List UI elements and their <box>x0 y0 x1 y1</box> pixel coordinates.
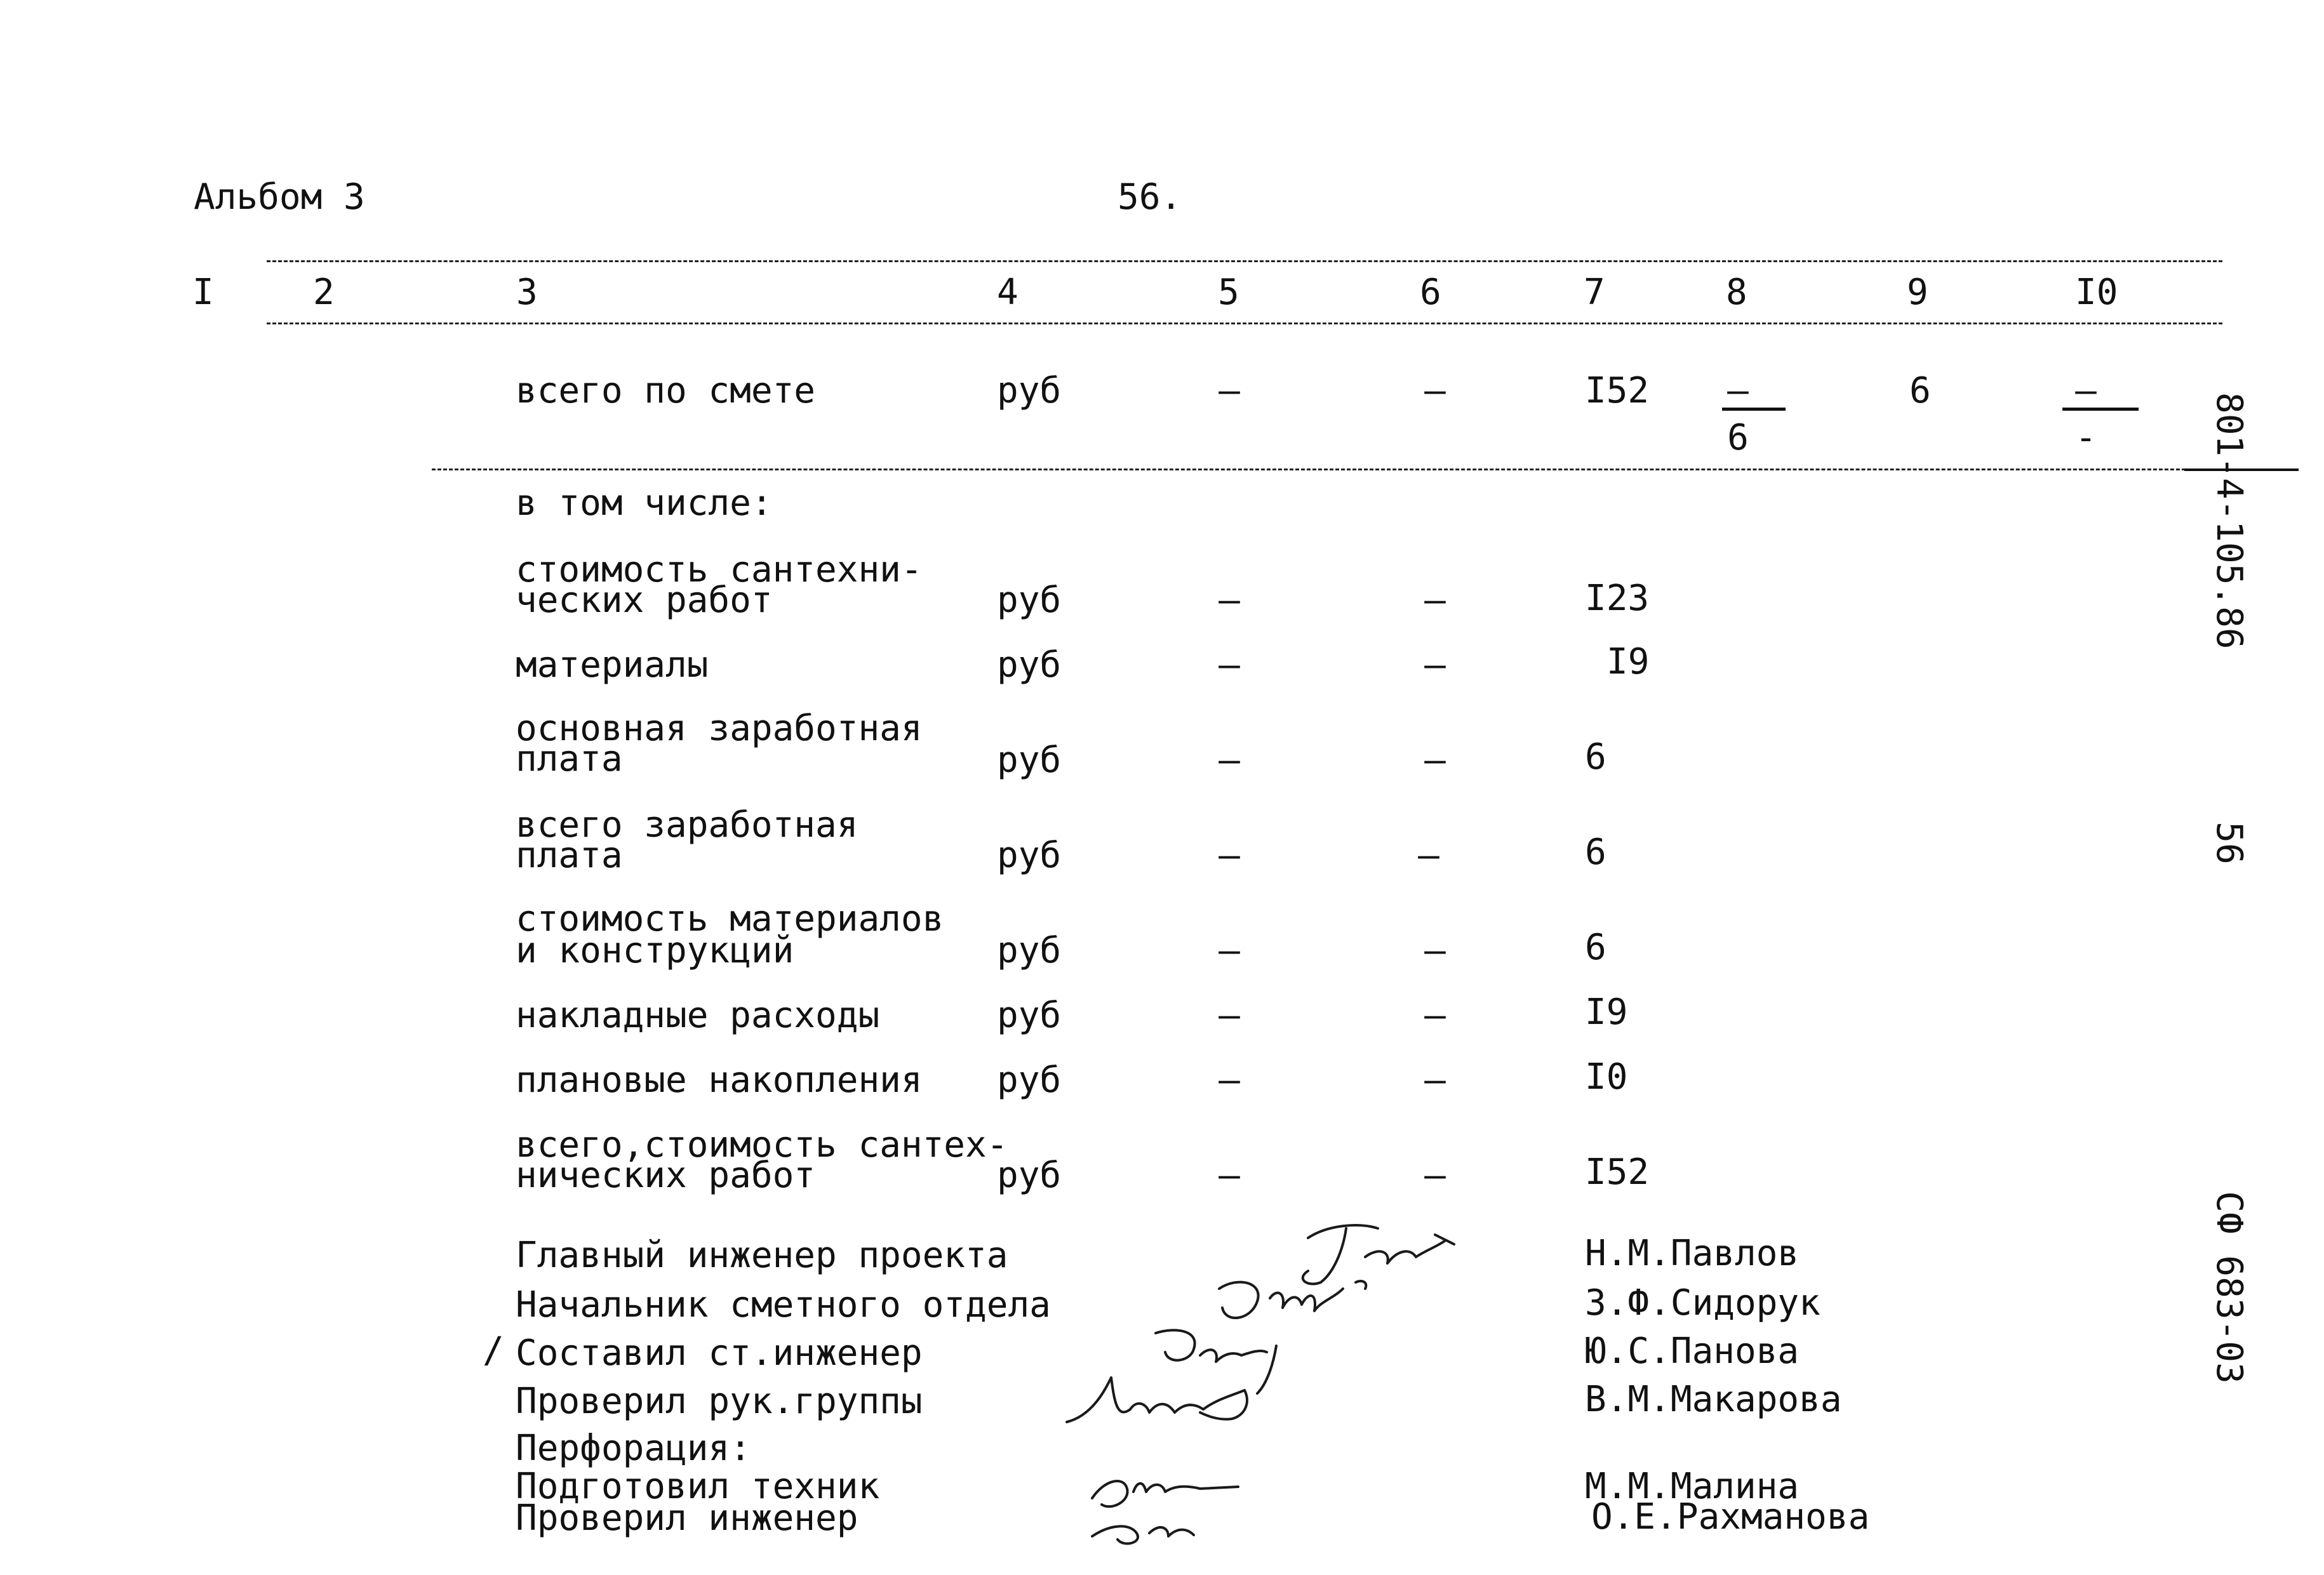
row-label-line: и конструкций <box>516 930 794 971</box>
unit-cell: руб <box>997 930 1062 971</box>
margin-rule <box>2184 469 2299 471</box>
column-header: I <box>192 272 214 313</box>
signatory-role: Проверил инженер <box>516 1498 858 1539</box>
document-code-bottom: СФ 683-03 <box>2208 1191 2250 1384</box>
row-label-line: материалы <box>516 644 709 686</box>
column-header: 7 <box>1584 272 1605 313</box>
fraction-top: – <box>1727 370 1749 411</box>
unit-cell: руб <box>997 370 1062 411</box>
dash-cell: – <box>1219 370 1240 411</box>
header-bottom-rule <box>267 322 2222 324</box>
column-header: 5 <box>1218 272 1239 313</box>
dash-cell: – <box>1424 740 1446 781</box>
fraction-top: – <box>2075 370 2097 411</box>
fraction-bar <box>2062 408 2139 411</box>
unit-cell: руб <box>997 644 1062 686</box>
row-label-line: нических работ <box>516 1155 816 1196</box>
dash-cell: – <box>1424 1060 1446 1101</box>
signatory-role: Проверил рук.группы <box>516 1381 923 1422</box>
signatory-role: Составил ст.инженер <box>516 1332 923 1374</box>
column-header: 4 <box>997 272 1018 313</box>
unit-cell: руб <box>997 1060 1062 1101</box>
column-header: 6 <box>1420 272 1441 313</box>
album-label: Альбом 3 <box>194 176 365 218</box>
fraction-bottom: - <box>2075 417 2097 458</box>
dash-cell: – <box>1219 580 1240 621</box>
value-cell: I52 <box>1585 370 1650 411</box>
signatory-name: О.Е.Рахманова <box>1591 1496 1870 1538</box>
total-label: всего по смете <box>516 370 816 411</box>
row-label-line: всего,стоимость сантех- <box>516 1124 1008 1166</box>
dash-cell: – <box>1219 644 1240 686</box>
dash-cell: – <box>1424 644 1446 686</box>
row-label-line: накладные расходы <box>516 995 880 1036</box>
signatory-name: В.М.Макарова <box>1585 1379 1842 1420</box>
dash-cell: – <box>1219 835 1240 876</box>
row-label-line: основная заработная <box>516 708 923 749</box>
dash-cell: – <box>1424 370 1446 411</box>
value-cell: I9 <box>1585 992 1628 1033</box>
unit-cell: руб <box>997 580 1062 621</box>
row-label-line: ческих работ <box>516 580 773 621</box>
unit-cell: руб <box>997 1155 1062 1196</box>
row-label-line: стоимость сантехни- <box>516 549 923 590</box>
row-label-line: всего заработная <box>516 804 858 846</box>
dash-cell: – <box>1418 835 1439 876</box>
margin-page-number: 56 <box>2208 821 2250 865</box>
including-label: в том числе: <box>516 482 773 524</box>
dash-cell: – <box>1219 930 1240 971</box>
dash-cell: – <box>1219 740 1240 781</box>
total-rule <box>432 469 2254 470</box>
value-cell: I9 <box>1606 641 1650 682</box>
dash-cell: – <box>1219 1155 1240 1196</box>
value-cell: I0 <box>1585 1056 1628 1098</box>
value-cell: 6 <box>1585 927 1606 968</box>
signatory-name: З.Ф.Сидорук <box>1585 1282 1820 1324</box>
column-header: 8 <box>1726 272 1747 313</box>
value-cell: 6 <box>1585 736 1606 778</box>
header-top-rule <box>267 260 2222 262</box>
dash-cell: – <box>1424 930 1446 971</box>
dash-cell: – <box>1424 580 1446 621</box>
document-code-top: 801-4-105.86 <box>2208 392 2250 649</box>
column-header: I0 <box>2075 272 2118 313</box>
row-label-line: плановые накопления <box>516 1060 923 1101</box>
dash-cell: – <box>1424 1155 1446 1196</box>
dash-cell: – <box>1424 995 1446 1036</box>
dash-cell: – <box>1219 995 1240 1036</box>
unit-cell: руб <box>997 995 1062 1036</box>
signature-scribble-4 <box>1054 1365 1308 1435</box>
row-label-line: стоимость материалов <box>516 898 944 940</box>
signatory-name: М.М.Малина <box>1585 1466 1800 1507</box>
margin-tick: / <box>483 1330 504 1371</box>
signatory-role: Подготовил техник <box>516 1466 880 1507</box>
value-cell: 6 <box>1909 370 1931 411</box>
value-cell: I23 <box>1585 578 1650 619</box>
fraction-bar <box>1722 408 1786 411</box>
row-label-line: плата <box>516 835 623 876</box>
signatory-name: Ю.С.Панова <box>1585 1331 1800 1372</box>
dash-cell: – <box>1219 1060 1240 1101</box>
value-cell: 6 <box>1585 832 1606 873</box>
page-number: 56. <box>1118 176 1182 218</box>
row-label-line: плата <box>516 738 623 780</box>
signature-scribble-5 <box>1073 1460 1276 1549</box>
perforation-title: Перфорация: <box>516 1428 751 1469</box>
unit-cell: руб <box>997 835 1062 876</box>
column-header: 3 <box>516 272 538 313</box>
fraction-bottom: 6 <box>1727 417 1749 458</box>
column-header: 9 <box>1907 272 1928 313</box>
value-cell: I52 <box>1585 1152 1650 1193</box>
unit-cell: руб <box>997 740 1062 781</box>
signatory-role: Главный инженер проекта <box>516 1235 1008 1276</box>
signatory-name: Н.М.Павлов <box>1585 1233 1800 1274</box>
signatory-role: Начальник сметного отдела <box>516 1284 1051 1326</box>
column-header: 2 <box>313 272 335 313</box>
